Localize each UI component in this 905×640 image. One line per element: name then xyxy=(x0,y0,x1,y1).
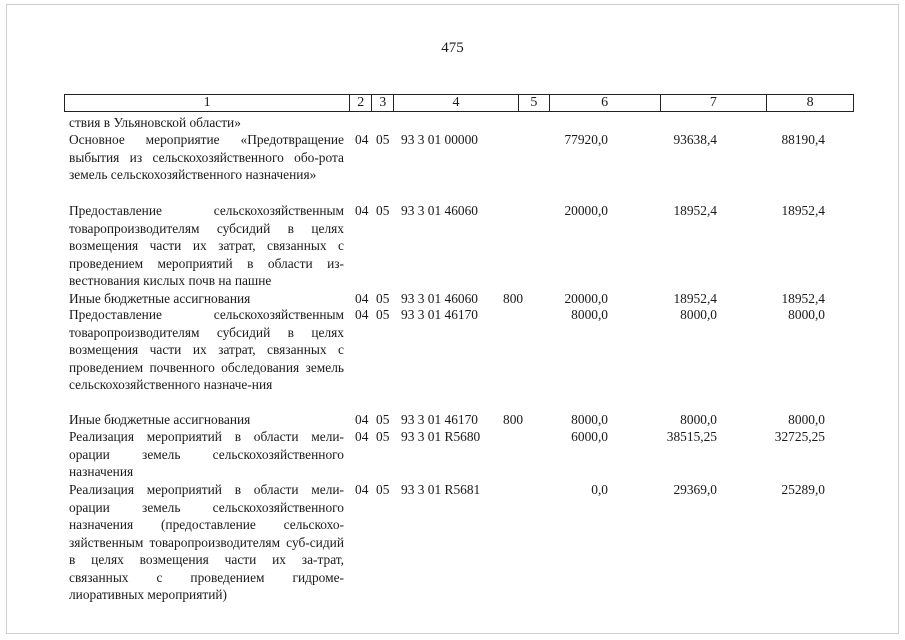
row-description: ствия в Ульяновской области» xyxy=(69,115,241,130)
row-target-code: 93 3 01 46060 xyxy=(401,203,478,218)
row-target-code: 93 3 01 00000 xyxy=(401,132,478,147)
row-amount-col6: 77920,0 xyxy=(564,132,608,147)
row-amount-col8: 18952,4 xyxy=(781,291,825,306)
row-section: 04 xyxy=(355,429,369,444)
row-amount-col8: 8000,0 xyxy=(788,412,825,427)
column-header-8: 8 xyxy=(806,95,814,110)
table-row xyxy=(0,481,905,605)
column-header-6: 6 xyxy=(550,95,661,111)
row-description: Реализация мероприятий в области мели-орации земель сельскохозяйственного назначения xyxy=(69,429,344,479)
row-section: 04 xyxy=(355,482,369,497)
row-description: Иные бюджетные ассигнования xyxy=(69,412,251,427)
table-row xyxy=(0,131,905,202)
row-section: 04 xyxy=(355,132,369,147)
table-row xyxy=(0,290,905,306)
column-header-2: 2 xyxy=(350,95,372,111)
row-amount-col7: 8000,0 xyxy=(680,307,717,322)
table-row xyxy=(0,202,905,290)
row-amount-col8: 18952,4 xyxy=(781,203,825,218)
table-row xyxy=(0,306,905,411)
row-description: Реализация мероприятий в области мели-орации земель сельскохозяйственного назначения (предоставление сельскохо-зяйственным товаропроизводителям суб-сидий в целях возмещения части их за-трат, связанных с проведением гидроме-лиоративных мероприятий) xyxy=(69,482,344,602)
row-subsection: 05 xyxy=(376,203,390,218)
table-row xyxy=(0,428,905,481)
column-header-row xyxy=(64,94,854,112)
column-header-4: 4 xyxy=(394,95,519,111)
row-amount-col7: 18952,4 xyxy=(673,291,717,306)
column-header-5: 5 xyxy=(519,95,550,111)
row-description: Иные бюджетные ассигнования xyxy=(69,291,251,306)
row-section: 04 xyxy=(355,307,369,322)
row-amount-col6: 20000,0 xyxy=(564,291,608,306)
row-target-code: 93 3 01 R5681 xyxy=(401,482,481,497)
row-amount-col7: 8000,0 xyxy=(680,412,717,427)
row-subsection: 05 xyxy=(376,429,390,444)
row-subsection: 05 xyxy=(376,307,390,322)
row-section: 04 xyxy=(355,291,369,306)
row-target-code: 93 3 01 46060 xyxy=(401,291,478,306)
table-row xyxy=(0,411,905,428)
page-number: 475 xyxy=(441,40,464,56)
row-amount-col6: 20000,0 xyxy=(564,203,608,218)
row-amount-col6: 8000,0 xyxy=(571,307,608,322)
column-header-3: 3 xyxy=(372,95,394,111)
row-amount-col6: 8000,0 xyxy=(571,412,608,427)
budget-table xyxy=(0,114,905,605)
row-section: 04 xyxy=(355,203,369,218)
row-subsection: 05 xyxy=(376,291,390,306)
row-description: Предоставление сельскохозяйственным товаропроизводителям субсидий в целях возмещения части их затрат, связанных с проведением почвенного обследования земель сельскохозяйственного назначе-ния xyxy=(69,307,344,392)
row-subsection: 05 xyxy=(376,482,390,497)
row-amount-col8: 32725,25 xyxy=(774,429,825,444)
row-expense-type: 800 xyxy=(503,291,524,306)
row-expense-type: 800 xyxy=(503,412,524,427)
row-amount-col7: 93638,4 xyxy=(673,132,717,147)
row-amount-col6: 6000,0 xyxy=(571,429,608,444)
row-amount-col8: 88190,4 xyxy=(781,132,825,147)
row-subsection: 05 xyxy=(376,132,390,147)
row-amount-col6: 0,0 xyxy=(591,482,608,497)
row-target-code: 93 3 01 46170 xyxy=(401,412,478,427)
row-amount-col7: 29369,0 xyxy=(673,482,717,497)
row-target-code: 93 3 01 46170 xyxy=(401,307,478,322)
table-row xyxy=(0,114,905,131)
row-target-code: 93 3 01 R5680 xyxy=(401,429,481,444)
row-amount-col8: 8000,0 xyxy=(788,307,825,322)
column-header-1: 1 xyxy=(65,95,350,111)
row-amount-col7: 38515,25 xyxy=(666,429,717,444)
row-amount-col7: 18952,4 xyxy=(673,203,717,218)
row-description: Основное мероприятие «Предотвращение выбытия из сельскохозяйственного обо-рота земель сельскохозяйственного назначения» xyxy=(69,132,344,182)
column-header-7: 7 xyxy=(661,95,768,111)
row-description: Предоставление сельскохозяйственным товаропроизводителям субсидий в целях возмещения части их затрат, связанных с проведением мероприятий в области из-вестнования кислых почв на пашне xyxy=(69,203,344,288)
row-subsection: 05 xyxy=(376,412,390,427)
row-amount-col8: 25289,0 xyxy=(781,482,825,497)
row-section: 04 xyxy=(355,412,369,427)
